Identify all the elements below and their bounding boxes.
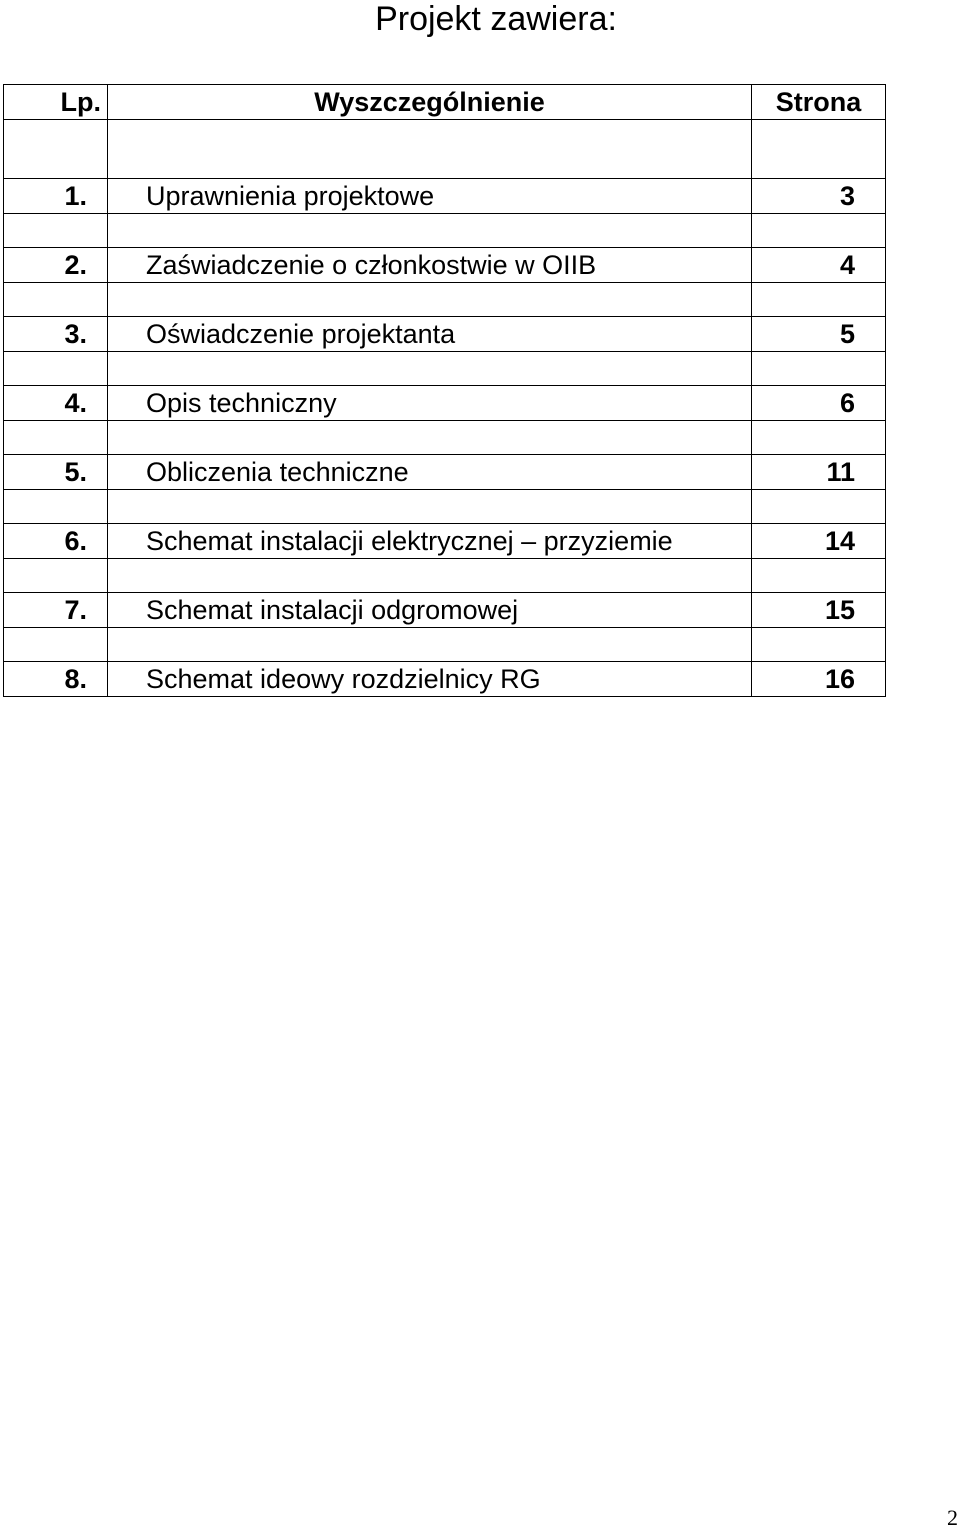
- header-page: Strona: [752, 85, 886, 120]
- table-row: [4, 455, 886, 490]
- row-description: Opis techniczny: [108, 386, 752, 421]
- row-number: 4.: [4, 386, 108, 421]
- row-description: Obliczenia techniczne: [108, 455, 752, 490]
- row-page: 14: [752, 524, 886, 559]
- row-description: Zaświadczenie o członkostwie w OIIB: [108, 248, 752, 283]
- spacer-row: [4, 120, 886, 179]
- spacer-row: [4, 490, 886, 524]
- row-page: 15: [752, 593, 886, 628]
- row-page: 6: [752, 386, 886, 421]
- header-lp: Lp.: [4, 85, 108, 120]
- spacer-row: [4, 283, 886, 317]
- row-description: Schemat instalacji elektrycznej – przyziemie: [108, 524, 752, 559]
- row-number: 6.: [4, 524, 108, 559]
- row-description: Oświadczenie projektanta: [108, 317, 752, 352]
- table-row: [4, 662, 886, 697]
- table-row: [4, 179, 886, 214]
- spacer-row: [4, 421, 886, 455]
- row-page: 4: [752, 248, 886, 283]
- table-row: [4, 248, 886, 283]
- row-page: 5: [752, 317, 886, 352]
- spacer-row: [4, 214, 886, 248]
- row-number: 8.: [4, 662, 108, 697]
- spacer-row: [4, 559, 886, 593]
- row-description: Uprawnienia projektowe: [108, 179, 752, 214]
- row-number: 7.: [4, 593, 108, 628]
- spacer-row: [4, 352, 886, 386]
- row-number: 1.: [4, 179, 108, 214]
- row-number: 3.: [4, 317, 108, 352]
- spacer-row: [4, 628, 886, 662]
- contents-table: [3, 84, 886, 697]
- table-row: [4, 524, 886, 559]
- row-number: 2.: [4, 248, 108, 283]
- table-row: [4, 317, 886, 352]
- row-page: 16: [752, 662, 886, 697]
- row-description: Schemat ideowy rozdzielnicy RG: [108, 662, 752, 697]
- table-row: [4, 386, 886, 421]
- table-header-row: [4, 85, 886, 120]
- page-title: Projekt zawiera:: [375, 0, 617, 38]
- table-row: [4, 593, 886, 628]
- row-description: Schemat instalacji odgromowej: [108, 593, 752, 628]
- row-page: 3: [752, 179, 886, 214]
- page-number: 2: [947, 1505, 958, 1530]
- row-page: 11: [752, 455, 886, 490]
- header-description: Wyszczególnienie: [108, 85, 752, 120]
- row-number: 5.: [4, 455, 108, 490]
